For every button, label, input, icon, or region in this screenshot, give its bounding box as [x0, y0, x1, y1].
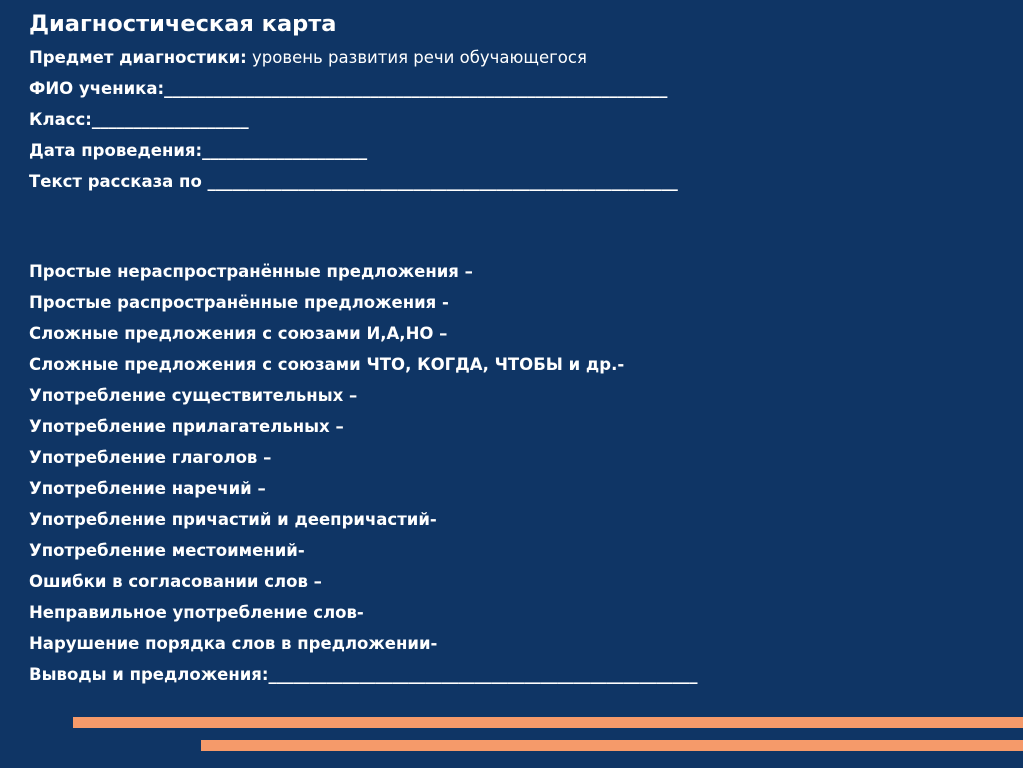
criteria-item: Сложные предложения с союзами И,А,НО –	[29, 324, 448, 343]
criteria-item: Употребление причастий и деепричастий-	[29, 510, 437, 529]
conclusions-field: Выводы и предложения:____________________________________________________	[29, 665, 698, 684]
date-field: Дата проведения:____________________	[29, 141, 368, 160]
criteria-item: Употребление наречий –	[29, 479, 266, 498]
criteria-list	[29, 259, 697, 693]
criteria-item: Простые нераспространённые предложения –	[29, 262, 473, 281]
subject-line	[29, 45, 678, 76]
decorative-bar-top	[73, 717, 1023, 728]
student-name-field: ФИО ученика:_____________________________________________________________	[29, 79, 668, 98]
criteria-item: Неправильное употребление слов-	[29, 603, 364, 622]
header-fields	[29, 45, 678, 200]
criteria-item: Употребление глаголов –	[29, 448, 272, 467]
criteria-item: Употребление прилагательных –	[29, 417, 344, 436]
class-field: Класс:___________________	[29, 110, 249, 129]
criteria-item: Ошибки в согласовании слов –	[29, 572, 322, 591]
story-text-field: Текст рассказа по _________________________________________________________	[29, 172, 678, 191]
slide-title: Диагностическая карта	[29, 11, 337, 37]
decorative-bar-bottom	[201, 740, 1023, 751]
criteria-item: Простые распространённые предложения -	[29, 293, 449, 312]
criteria-item: Употребление существительных –	[29, 386, 358, 405]
subject-label: Предмет диагностики:	[29, 48, 247, 67]
criteria-item: Употребление местоимений-	[29, 541, 305, 560]
criteria-item: Сложные предложения с союзами ЧТО, КОГДА, ЧТОБЫ и др.-	[29, 355, 625, 374]
subject-value: уровень развития речи обучающегося	[246, 48, 587, 67]
criteria-item: Нарушение порядка слов в предложении-	[29, 634, 438, 653]
